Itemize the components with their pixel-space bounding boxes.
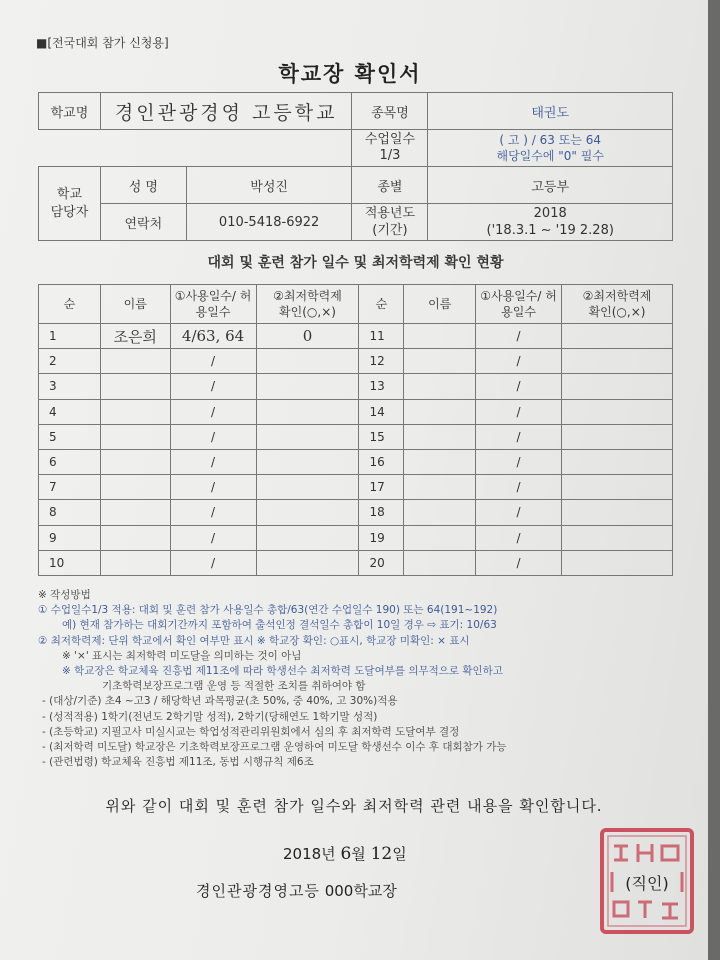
cell-check-right	[562, 324, 673, 349]
document-title: 학교장 확인서	[278, 62, 422, 86]
cell-name-left	[100, 399, 170, 424]
principal-signature-line	[196, 880, 397, 901]
class-days-value	[428, 130, 673, 167]
cell-no-left: 5	[39, 424, 101, 449]
note-line-6: 기초학력보장프로그램 운영 등 적절한 조치를 취하여야 함	[102, 680, 366, 693]
cell-no-right: 13	[359, 374, 404, 399]
cell-name-left	[100, 500, 170, 525]
participation-table	[38, 284, 673, 576]
cell-days-right: /	[476, 349, 562, 374]
division-value: 고등부	[428, 167, 673, 204]
cell-days-left: /	[170, 550, 256, 575]
header-days-left-text: ①사용일수/ 허용일수	[174, 289, 252, 319]
cell-no-right: 15	[359, 424, 404, 449]
cell-days-left: /	[170, 475, 256, 500]
cell-check-left	[256, 525, 359, 550]
table-row	[39, 500, 673, 525]
date-month-unit: 월	[351, 845, 366, 863]
year-period: ('18.3.1 ~ '19 2.28)	[486, 223, 614, 238]
event-label: 종목명	[352, 93, 428, 130]
cell-no-right: 16	[359, 449, 404, 474]
header-check-right	[562, 285, 673, 324]
cell-no-right: 12	[359, 349, 404, 374]
cell-check-left: 0	[256, 324, 359, 349]
note-line-11: - (관련법령) 학교체육 진흥법 제11조, 동법 시행규칙 제6조	[42, 756, 314, 769]
cell-days-left: /	[170, 374, 256, 399]
cell-no-right: 11	[359, 324, 404, 349]
name-value: 박성진	[186, 167, 352, 204]
cell-check-left	[256, 399, 359, 424]
table-row	[39, 475, 673, 500]
seal-text: (직인)	[625, 874, 669, 893]
section-title: 대회 및 훈련 참가 일수 및 최저학력제 확인 현황	[207, 255, 504, 271]
note-line-8: - (성적적용) 1학기(전년도 2학기말 성적), 2학기(당해연도 1학기말 성적)	[42, 710, 378, 723]
cell-check-left	[256, 500, 359, 525]
note-line-3: ② 최저학력제: 단위 학교에서 확인 여부만 표시 ※ 학교장 확인: ○표시, 학교장 미확인: × 표시	[38, 634, 470, 647]
cell-no-left: 9	[39, 525, 101, 550]
signature-date	[283, 843, 407, 864]
date-year: 2018년	[283, 845, 336, 863]
cell-name-left	[100, 349, 170, 374]
school-label: 학교명	[39, 93, 101, 130]
info-table	[38, 92, 673, 241]
manager-label	[39, 167, 101, 241]
school-row-spacer	[39, 130, 352, 167]
table-row	[39, 374, 673, 399]
note-line-2: 예) 현재 참가하는 대회기간까지 포함하여 출석인정 결석일수 총합이 10일 경우 ⇨ 표기: 10/63	[62, 619, 497, 632]
note-line-5: ※ 학교장은 학교체육 진흥법 제11조에 따라 학생선수 최저학력 도달여부를 의무적으로 확인하고	[62, 665, 503, 678]
cell-days-left: /	[170, 399, 256, 424]
cell-name-left	[100, 475, 170, 500]
table-header-row	[39, 285, 673, 324]
cell-check-right	[562, 374, 673, 399]
event-value: 태권도	[428, 93, 673, 130]
cell-days-right: /	[476, 500, 562, 525]
header-days-left	[170, 285, 256, 324]
date-day-handwritten: 12	[370, 844, 393, 864]
table-row	[39, 324, 673, 349]
cell-days-left: 4/63, 64	[170, 324, 256, 349]
cell-name-right	[404, 424, 476, 449]
header-no-left: 순	[39, 285, 101, 324]
cell-name-right	[404, 324, 476, 349]
cell-no-left: 6	[39, 449, 101, 474]
cell-no-left: 3	[39, 374, 101, 399]
cell-no-right: 18	[359, 500, 404, 525]
school-value: 경인관광경영 고등학교	[100, 93, 352, 130]
cell-days-left: /	[170, 525, 256, 550]
cell-check-left	[256, 424, 359, 449]
year-value-cell	[428, 204, 673, 241]
header-no-right: 순	[359, 285, 404, 324]
cell-check-right	[562, 399, 673, 424]
cell-no-left: 8	[39, 500, 101, 525]
cell-days-left: /	[170, 349, 256, 374]
cell-name-left	[100, 424, 170, 449]
cell-no-right: 14	[359, 399, 404, 424]
cell-check-right	[562, 349, 673, 374]
background-edge	[708, 0, 720, 960]
cell-days-right: /	[476, 449, 562, 474]
cell-name-left	[100, 449, 170, 474]
participation-table-body	[39, 285, 673, 576]
table-row	[39, 449, 673, 474]
school-name-handwritten: 경인관광경영고등	[196, 882, 320, 900]
header-check-left	[256, 285, 359, 324]
cell-name-right	[404, 349, 476, 374]
cell-days-right: /	[476, 324, 562, 349]
year-value: 2018	[533, 206, 567, 221]
cell-days-left: /	[170, 500, 256, 525]
table-row	[39, 550, 673, 575]
class-days-line2: 해당일수에 "0" 필수	[496, 149, 604, 163]
cell-check-left	[256, 449, 359, 474]
header-name-right: 이름	[404, 285, 476, 324]
note-line-4: ※ '×' 표시는 최저학력 미도달을 의미하는 것이 아님	[62, 649, 302, 662]
cell-name-left	[100, 374, 170, 399]
cell-check-left	[256, 374, 359, 399]
form-tag: ■[전국대회 참가 신청용]	[36, 36, 169, 50]
cell-name-right	[404, 550, 476, 575]
cell-days-right: /	[476, 525, 562, 550]
table-row	[39, 525, 673, 550]
cell-check-left	[256, 349, 359, 374]
cell-no-left: 4	[39, 399, 101, 424]
table-row	[39, 424, 673, 449]
class-days-line1: ( 고 ) / 63 또는 64	[499, 133, 602, 147]
cell-check-right	[562, 525, 673, 550]
confirm-statement: 위와 같이 대회 및 훈련 참가 일수와 최저학력 관련 내용을 확인합니다.	[105, 797, 603, 815]
year-label-text: 적용년도 (기간)	[364, 206, 416, 238]
header-days-right-text: ①사용일수/ 허용일수	[480, 289, 557, 319]
note-line-1: ① 수업일수1/3 적용: 대회 및 훈련 참가 사용일수 총합/63(연간 수업일수 190) 또는 64(191~192)	[38, 604, 498, 617]
cell-check-left	[256, 475, 359, 500]
year-label	[352, 204, 428, 241]
cell-days-right: /	[476, 399, 562, 424]
note-line-10: - (최저학력 미도달) 학교장은 기초학력보장프로그램 운영하여 미도달 학생선수 이수 후 대회참가 가능	[42, 741, 507, 754]
official-seal-icon	[598, 826, 696, 936]
cell-no-right: 20	[359, 550, 404, 575]
note-line-7: - (대상/기준) 초4 ~고3 / 해당학년 과목평균(초 50%, 중 40%, 고 30%)적용	[42, 695, 398, 708]
instructions	[38, 588, 678, 770]
cell-days-right: /	[476, 475, 562, 500]
cell-check-left	[256, 550, 359, 575]
header-name-left: 이름	[100, 285, 170, 324]
name-label: 성 명	[100, 167, 186, 204]
cell-name-right	[404, 374, 476, 399]
cell-days-right: /	[476, 550, 562, 575]
cell-check-right	[562, 449, 673, 474]
cell-check-right	[562, 500, 673, 525]
header-check-left-text: ②최저학력제 확인(○,×)	[273, 289, 342, 319]
cell-name-right	[404, 525, 476, 550]
division-label: 종별	[352, 167, 428, 204]
notes-heading: ※ 작성방법	[38, 589, 91, 601]
cell-name-left	[100, 550, 170, 575]
date-day-unit: 일	[392, 845, 407, 863]
note-line-9: - (초등학교) 지필고사 미실시교는 학업성적관리위원회에서 심의 후 최저학력 도달여부 결정	[42, 725, 460, 738]
cell-name-right	[404, 500, 476, 525]
cell-days-right: /	[476, 374, 562, 399]
cell-name-left: 조은희	[100, 324, 170, 349]
cell-days-left: /	[170, 449, 256, 474]
cell-no-left: 1	[39, 324, 101, 349]
table-row	[39, 399, 673, 424]
contact-label: 연락처	[100, 204, 186, 241]
cell-no-right: 17	[359, 475, 404, 500]
cell-name-right	[404, 475, 476, 500]
table-row	[39, 349, 673, 374]
cell-name-left	[100, 525, 170, 550]
cell-no-left: 7	[39, 475, 101, 500]
class-days-label-text: 수업일수 1/3	[364, 132, 416, 163]
cell-days-left: /	[170, 424, 256, 449]
class-days-label	[352, 130, 428, 167]
contact-value: 010-5418-6922	[186, 204, 352, 241]
cell-no-left: 2	[39, 349, 101, 374]
cell-check-right	[562, 475, 673, 500]
cell-name-right	[404, 399, 476, 424]
cell-no-right: 19	[359, 525, 404, 550]
header-days-right	[476, 285, 562, 324]
cell-name-right	[404, 449, 476, 474]
principal-title: 000학교장	[324, 882, 397, 900]
cell-days-right: /	[476, 424, 562, 449]
manager-label-text: 학교 담당자	[50, 186, 89, 220]
cell-check-right	[562, 550, 673, 575]
header-check-right-text: ②최저학력제 확인(○,×)	[582, 289, 652, 319]
date-month-handwritten: 6	[340, 844, 352, 864]
cell-check-right	[562, 424, 673, 449]
cell-no-left: 10	[39, 550, 101, 575]
